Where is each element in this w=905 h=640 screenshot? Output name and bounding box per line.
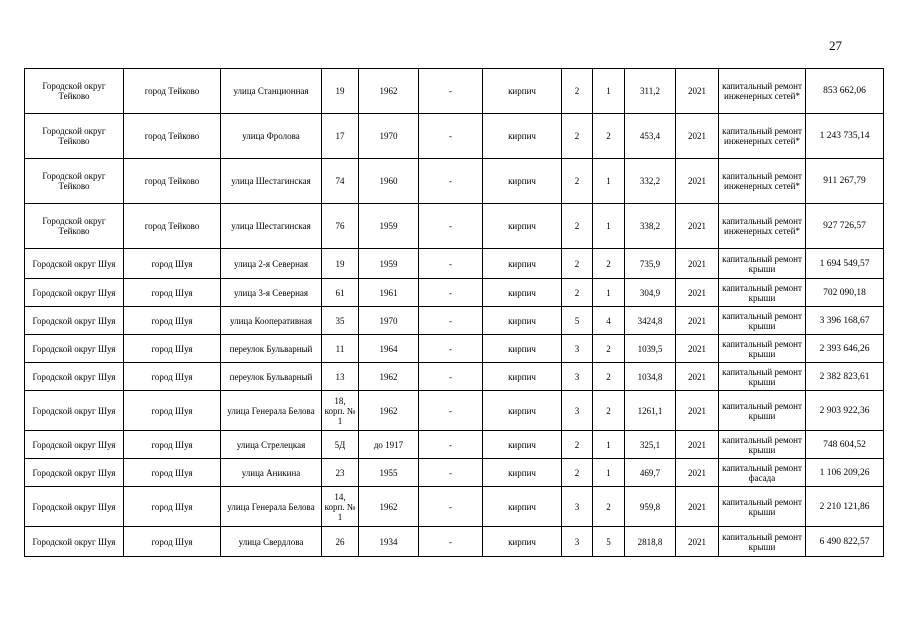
work-type-cell: капитальный ремонт инженерных сетей*: [719, 114, 806, 159]
cost-cell: 702 090,18: [806, 279, 884, 307]
street-cell: переулок Бульварный: [221, 363, 322, 391]
plan-year-cell: 2021: [676, 431, 719, 459]
table-row: [25, 431, 884, 459]
dash-cell: -: [419, 279, 483, 307]
cost-cell: 927 726,57: [806, 204, 884, 249]
city-cell: город Тейково: [124, 159, 221, 204]
plan-year-cell: 2021: [676, 527, 719, 557]
street-cell: улица Генерала Белова: [221, 487, 322, 527]
area-cell: 959,8: [625, 487, 676, 527]
dash-cell: -: [419, 249, 483, 279]
street-cell: переулок Бульварный: [221, 335, 322, 363]
district-cell: Городской округ Тейково: [25, 204, 124, 249]
material-cell: кирпич: [483, 159, 562, 204]
cost-cell: 2 393 646,26: [806, 335, 884, 363]
cost-cell: 748 604,52: [806, 431, 884, 459]
year-cell: 1959: [359, 249, 419, 279]
area-cell: 304,9: [625, 279, 676, 307]
year-cell: 1955: [359, 459, 419, 487]
entrances-cell: 4: [593, 307, 625, 335]
entrances-cell: 1: [593, 204, 625, 249]
table-row: [25, 114, 884, 159]
floors-cell: 3: [562, 335, 593, 363]
street-cell: улица Шестагинская: [221, 204, 322, 249]
dash-cell: -: [419, 335, 483, 363]
dash-cell: -: [419, 487, 483, 527]
district-cell: Городской округ Шуя: [25, 431, 124, 459]
year-cell: 1934: [359, 527, 419, 557]
area-cell: 1039,5: [625, 335, 676, 363]
plan-year-cell: 2021: [676, 307, 719, 335]
district-cell: Городской округ Шуя: [25, 487, 124, 527]
street-cell: улица 3-я Северная: [221, 279, 322, 307]
entrances-cell: 5: [593, 527, 625, 557]
plan-year-cell: 2021: [676, 335, 719, 363]
area-cell: 332,2: [625, 159, 676, 204]
material-cell: кирпич: [483, 431, 562, 459]
year-cell: 1959: [359, 204, 419, 249]
district-cell: Городской округ Шуя: [25, 363, 124, 391]
city-cell: город Шуя: [124, 459, 221, 487]
area-cell: 453,4: [625, 114, 676, 159]
city-cell: город Шуя: [124, 391, 221, 431]
table-row: [25, 249, 884, 279]
plan-year-cell: 2021: [676, 69, 719, 114]
table-row: [25, 335, 884, 363]
work-type-cell: капитальный ремонт крыши: [719, 279, 806, 307]
city-cell: город Шуя: [124, 335, 221, 363]
table-row: [25, 69, 884, 114]
house-cell: 14, корп. № 1: [322, 487, 359, 527]
material-cell: кирпич: [483, 114, 562, 159]
dash-cell: -: [419, 527, 483, 557]
street-cell: улица Кооперативная: [221, 307, 322, 335]
floors-cell: 5: [562, 307, 593, 335]
cost-cell: 2 903 922,36: [806, 391, 884, 431]
floors-cell: 3: [562, 363, 593, 391]
year-cell: 1961: [359, 279, 419, 307]
year-cell: 1962: [359, 487, 419, 527]
city-cell: город Тейково: [124, 69, 221, 114]
city-cell: город Шуя: [124, 487, 221, 527]
floors-cell: 2: [562, 431, 593, 459]
floors-cell: 2: [562, 204, 593, 249]
material-cell: кирпич: [483, 69, 562, 114]
district-cell: Городской округ Шуя: [25, 391, 124, 431]
district-cell: Городской округ Шуя: [25, 307, 124, 335]
area-cell: 1034,8: [625, 363, 676, 391]
district-cell: Городской округ Шуя: [25, 459, 124, 487]
plan-year-cell: 2021: [676, 487, 719, 527]
material-cell: кирпич: [483, 363, 562, 391]
dash-cell: -: [419, 204, 483, 249]
cost-cell: 1 243 735,14: [806, 114, 884, 159]
floors-cell: 3: [562, 487, 593, 527]
floors-cell: 2: [562, 114, 593, 159]
area-cell: 2818,8: [625, 527, 676, 557]
city-cell: город Шуя: [124, 363, 221, 391]
dash-cell: -: [419, 363, 483, 391]
entrances-cell: 2: [593, 114, 625, 159]
area-cell: 325,1: [625, 431, 676, 459]
work-type-cell: капитальный ремонт крыши: [719, 431, 806, 459]
year-cell: до 1917: [359, 431, 419, 459]
year-cell: 1970: [359, 114, 419, 159]
floors-cell: 3: [562, 527, 593, 557]
cost-cell: 3 396 168,67: [806, 307, 884, 335]
district-cell: Городской округ Шуя: [25, 249, 124, 279]
city-cell: город Тейково: [124, 114, 221, 159]
work-type-cell: капитальный ремонт крыши: [719, 249, 806, 279]
work-type-cell: капитальный ремонт крыши: [719, 527, 806, 557]
entrances-cell: 1: [593, 69, 625, 114]
district-cell: Городской округ Тейково: [25, 114, 124, 159]
cost-cell: 911 267,79: [806, 159, 884, 204]
house-cell: 5Д: [322, 431, 359, 459]
entrances-cell: 1: [593, 431, 625, 459]
house-cell: 26: [322, 527, 359, 557]
material-cell: кирпич: [483, 335, 562, 363]
housing-repair-table: [24, 68, 884, 557]
city-cell: город Шуя: [124, 249, 221, 279]
entrances-cell: 2: [593, 335, 625, 363]
table-row: [25, 159, 884, 204]
house-cell: 13: [322, 363, 359, 391]
area-cell: 338,2: [625, 204, 676, 249]
year-cell: 1964: [359, 335, 419, 363]
street-cell: улица Станционная: [221, 69, 322, 114]
year-cell: 1970: [359, 307, 419, 335]
street-cell: улица Свердлова: [221, 527, 322, 557]
floors-cell: 3: [562, 391, 593, 431]
entrances-cell: 1: [593, 279, 625, 307]
material-cell: кирпич: [483, 307, 562, 335]
dash-cell: -: [419, 114, 483, 159]
table-row: [25, 307, 884, 335]
entrances-cell: 2: [593, 249, 625, 279]
work-type-cell: капитальный ремонт инженерных сетей*: [719, 204, 806, 249]
house-cell: 17: [322, 114, 359, 159]
dash-cell: -: [419, 459, 483, 487]
house-cell: 19: [322, 69, 359, 114]
material-cell: кирпич: [483, 459, 562, 487]
house-cell: 35: [322, 307, 359, 335]
entrances-cell: 2: [593, 487, 625, 527]
area-cell: 1261,1: [625, 391, 676, 431]
cost-cell: 1 694 549,57: [806, 249, 884, 279]
dash-cell: -: [419, 159, 483, 204]
table-row: [25, 391, 884, 431]
area-cell: 3424,8: [625, 307, 676, 335]
street-cell: улица Фролова: [221, 114, 322, 159]
dash-cell: -: [419, 431, 483, 459]
material-cell: кирпич: [483, 527, 562, 557]
cost-cell: 1 106 209,26: [806, 459, 884, 487]
city-cell: город Шуя: [124, 307, 221, 335]
plan-year-cell: 2021: [676, 249, 719, 279]
cost-cell: 6 490 822,57: [806, 527, 884, 557]
plan-year-cell: 2021: [676, 159, 719, 204]
table-row: [25, 204, 884, 249]
year-cell: 1962: [359, 69, 419, 114]
material-cell: кирпич: [483, 391, 562, 431]
district-cell: Городской округ Шуя: [25, 527, 124, 557]
work-type-cell: капитальный ремонт крыши: [719, 335, 806, 363]
material-cell: кирпич: [483, 204, 562, 249]
plan-year-cell: 2021: [676, 114, 719, 159]
district-cell: Городской округ Шуя: [25, 279, 124, 307]
work-type-cell: капитальный ремонт инженерных сетей*: [719, 159, 806, 204]
city-cell: город Тейково: [124, 204, 221, 249]
work-type-cell: капитальный ремонт фасада: [719, 459, 806, 487]
house-cell: 74: [322, 159, 359, 204]
district-cell: Городской округ Тейково: [25, 159, 124, 204]
city-cell: город Шуя: [124, 527, 221, 557]
material-cell: кирпич: [483, 249, 562, 279]
house-cell: 11: [322, 335, 359, 363]
table-row: [25, 279, 884, 307]
work-type-cell: капитальный ремонт крыши: [719, 391, 806, 431]
plan-year-cell: 2021: [676, 363, 719, 391]
work-type-cell: капитальный ремонт инженерных сетей*: [719, 69, 806, 114]
street-cell: улица 2-я Северная: [221, 249, 322, 279]
plan-year-cell: 2021: [676, 204, 719, 249]
district-cell: Городской округ Тейково: [25, 69, 124, 114]
floors-cell: 2: [562, 159, 593, 204]
work-type-cell: капитальный ремонт крыши: [719, 487, 806, 527]
floors-cell: 2: [562, 279, 593, 307]
district-cell: Городской округ Шуя: [25, 335, 124, 363]
year-cell: 1960: [359, 159, 419, 204]
plan-year-cell: 2021: [676, 279, 719, 307]
dash-cell: -: [419, 391, 483, 431]
city-cell: город Шуя: [124, 279, 221, 307]
material-cell: кирпич: [483, 487, 562, 527]
dash-cell: -: [419, 69, 483, 114]
cost-cell: 2 382 823,61: [806, 363, 884, 391]
area-cell: 311,2: [625, 69, 676, 114]
entrances-cell: 1: [593, 459, 625, 487]
house-cell: 18, корп. № 1: [322, 391, 359, 431]
plan-year-cell: 2021: [676, 391, 719, 431]
house-cell: 23: [322, 459, 359, 487]
city-cell: город Шуя: [124, 431, 221, 459]
entrances-cell: 2: [593, 391, 625, 431]
cost-cell: 853 662,06: [806, 69, 884, 114]
area-cell: 735,9: [625, 249, 676, 279]
floors-cell: 2: [562, 69, 593, 114]
work-type-cell: капитальный ремонт крыши: [719, 363, 806, 391]
plan-year-cell: 2021: [676, 459, 719, 487]
street-cell: улица Стрелецкая: [221, 431, 322, 459]
house-cell: 76: [322, 204, 359, 249]
floors-cell: 2: [562, 249, 593, 279]
street-cell: улица Шестагинская: [221, 159, 322, 204]
material-cell: кирпич: [483, 279, 562, 307]
table-row: [25, 487, 884, 527]
page-number: 27: [829, 38, 842, 53]
table-row: [25, 363, 884, 391]
street-cell: улица Аникина: [221, 459, 322, 487]
house-cell: 19: [322, 249, 359, 279]
table-row: [25, 527, 884, 557]
dash-cell: -: [419, 307, 483, 335]
entrances-cell: 2: [593, 363, 625, 391]
table-row: [25, 459, 884, 487]
cost-cell: 2 210 121,86: [806, 487, 884, 527]
entrances-cell: 1: [593, 159, 625, 204]
area-cell: 469,7: [625, 459, 676, 487]
floors-cell: 2: [562, 459, 593, 487]
year-cell: 1962: [359, 363, 419, 391]
house-cell: 61: [322, 279, 359, 307]
street-cell: улица Генерала Белова: [221, 391, 322, 431]
year-cell: 1962: [359, 391, 419, 431]
work-type-cell: капитальный ремонт крыши: [719, 307, 806, 335]
